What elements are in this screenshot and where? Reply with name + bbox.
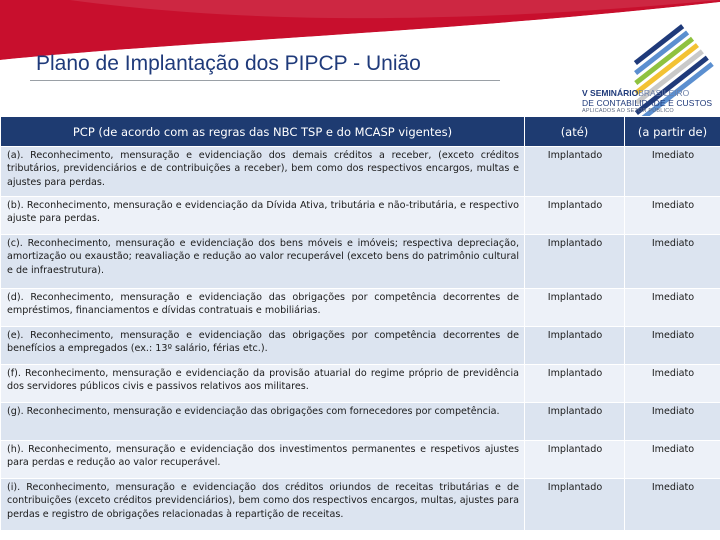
table-row bbox=[1, 235, 720, 289]
header-pcp: PCP (de acordo com as regras das NBC TSP e do MCASP vigentes) bbox=[1, 117, 525, 147]
row-term: Imediato bbox=[625, 403, 720, 441]
row-description: (h). Reconhecimento, mensuração e evidenciação dos investimentos permanentes e respetivos ajustes para perdas e redução ao valor recuperável. bbox=[1, 441, 525, 479]
implementation-plan-table bbox=[0, 116, 720, 531]
table-row bbox=[1, 441, 720, 479]
table-row bbox=[1, 289, 720, 327]
row-term: Imediato bbox=[625, 289, 720, 327]
row-term: Imediato bbox=[625, 147, 720, 197]
logo-line-1-light: BRASILEIRO bbox=[638, 88, 690, 98]
row-description: (b). Reconhecimento, mensuração e evidenciação da Dívida Ativa, tributária e não-tributária, e respectivo ajuste para perdas. bbox=[1, 197, 525, 235]
page-title: Plano de Implantação dos PIPCP - União bbox=[36, 52, 421, 75]
row-description: (g). Reconhecimento, mensuração e evidenciação das obrigações com fornecedores por competência. bbox=[1, 403, 525, 441]
row-term: Imediato bbox=[625, 327, 720, 365]
row-term: Imediato bbox=[625, 365, 720, 403]
row-description: (d). Reconhecimento, mensuração e evidenciação das obrigações por competência decorrentes de empréstimos, financiamentos e dívidas contratuais e mobiliárias. bbox=[1, 289, 525, 327]
row-status: Implantado bbox=[525, 289, 625, 327]
logo-line-1-bold: V SEMINÁRIO bbox=[582, 88, 639, 98]
logo-line-2: DE CONTABILIDADE E CUSTOS bbox=[582, 98, 713, 108]
row-status: Implantado bbox=[525, 235, 625, 289]
table-row bbox=[1, 479, 720, 531]
table-row bbox=[1, 197, 720, 235]
logo-line-1 bbox=[582, 88, 718, 98]
seminar-logo-text bbox=[582, 88, 718, 114]
row-status: Implantado bbox=[525, 365, 625, 403]
row-description: (i). Reconhecimento, mensuração e evidenciação dos créditos oriundos de receitas tributárias e de contribuições (exceto créditos previdenciários), bem como dos respectivos encargos, multas, ajustes para perdas e registro de obrigações relacionadas à repartição de receitas. bbox=[1, 479, 525, 531]
header-a-partir: (a partir de) bbox=[625, 117, 720, 147]
header-ate: (até) bbox=[525, 117, 625, 147]
row-description: (e). Reconhecimento, mensuração e evidenciação das obrigações por competência decorrentes de benefícios a empregados (ex.: 13º salário, férias etc.). bbox=[1, 327, 525, 365]
row-status: Implantado bbox=[525, 479, 625, 531]
row-status: Implantado bbox=[525, 441, 625, 479]
row-description: (f). Reconhecimento, mensuração e evidenciação da provisão atuarial do regime próprio de previdência dos servidores públicos civis e passivos relativos aos militares. bbox=[1, 365, 525, 403]
logo-line-3: APLICADOS AO SETOR PÚBLICO bbox=[582, 108, 674, 114]
row-term: Imediato bbox=[625, 479, 720, 531]
row-description: (a). Reconhecimento, mensuração e evidenciação dos demais créditos a receber, (exceto créditos tributários, previdenciários e de contribuições a receber), bem como dos respectivos encargos, multas e ajustes para perdas. bbox=[1, 147, 525, 197]
row-description: (c). Reconhecimento, mensuração e evidenciação dos bens móveis e imóveis; respectiva depreciação, amortização ou exaustão; reavaliação e redução ao valor recuperável (exceto bens do patrimônio cultural e de infraestrutura). bbox=[1, 235, 525, 289]
row-status: Implantado bbox=[525, 147, 625, 197]
row-status: Implantado bbox=[525, 197, 625, 235]
table-header-row bbox=[1, 117, 720, 147]
title-divider bbox=[30, 80, 500, 81]
row-status: Implantado bbox=[525, 403, 625, 441]
table-row bbox=[1, 403, 720, 441]
row-term: Imediato bbox=[625, 441, 720, 479]
table-row bbox=[1, 365, 720, 403]
table-row bbox=[1, 327, 720, 365]
table-row bbox=[1, 147, 720, 197]
row-term: Imediato bbox=[625, 197, 720, 235]
row-term: Imediato bbox=[625, 235, 720, 289]
row-status: Implantado bbox=[525, 327, 625, 365]
